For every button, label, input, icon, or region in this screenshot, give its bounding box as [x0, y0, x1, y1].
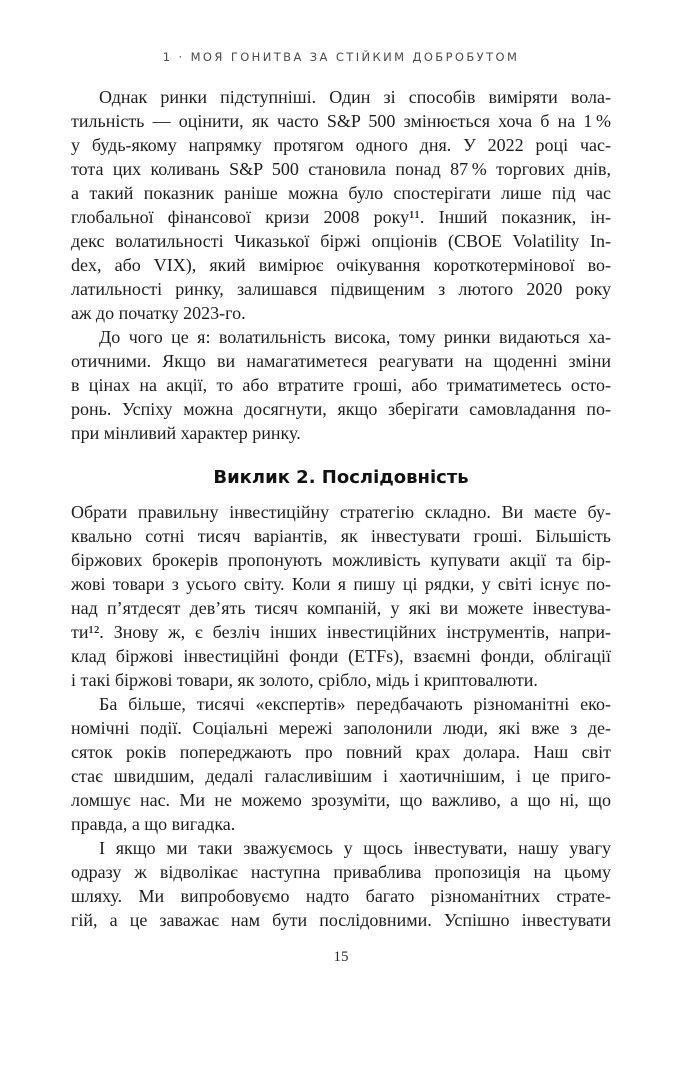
paragraph	[71, 85, 611, 325]
body-line: сяток років попереджають про повний крах долара. Наш світ	[71, 742, 611, 762]
body-line: І якщо ми таки зважуємось у щось інвестувати, нашу увагу	[99, 838, 611, 858]
body-line: dex, або VIX), який вимірює очікування короткотермінової во-	[71, 255, 611, 275]
body-line: декс волатильності Чиказької біржі опціонів (CBOE Volatility In-	[71, 231, 611, 251]
body-line: у будь-якому напрямку протягом одного дня. У 2022 році час-	[71, 135, 611, 155]
page-number: 15	[333, 949, 349, 965]
page-body	[71, 85, 611, 932]
body-line: правда, а що вигадка.	[71, 814, 236, 834]
body-line: номічні події. Соціальні мережі заполонили люди, які вже з де-	[71, 718, 611, 738]
body-line: ти¹². Знову ж, є безліч інших інвестиційних інструментів, напри-	[71, 622, 611, 642]
paragraph	[71, 325, 611, 445]
section-heading: Виклик 2. Послідовність	[213, 467, 469, 488]
body-line: жові товари з усього світу. Коли я пишу ці рядки, у світі існує по-	[71, 574, 611, 594]
body-line: ронь. Успіху можна досягнути, якщо зберігати самовладання по-	[71, 399, 611, 419]
paragraph	[71, 836, 611, 932]
body-line: Однак ринки підступніші. Один зі способів виміряти вола-	[99, 87, 611, 107]
body-line: аж до початку 2023-го.	[71, 303, 246, 323]
body-line: ломшує нас. Ми не можемо зрозуміти, що важливо, а що ні, що	[71, 790, 611, 810]
body-line: біржових брокерів пропонують можливість купувати акції та бір-	[71, 550, 611, 570]
running-head: 1 · МОЯ ГОНИТВА ЗА СТІЙКИМ ДОБРОБУТОМ	[162, 50, 520, 64]
body-line: тильність — оцінити, як часто S&P 500 змінюється хоча б на 1 %	[71, 111, 611, 131]
body-line: одразу ж відволікає наступна приваблива пропозиція на цьому	[71, 862, 611, 882]
body-line: стає швидшим, дедалі галасливішим і хаотичнішим, і це приго-	[71, 766, 611, 786]
body-line: Обрати правильну інвестиційну стратегію складно. Ви маєте бу-	[71, 502, 611, 522]
book-page	[0, 50, 682, 1074]
body-line: і такі біржові товари, як золото, срібло, мідь і криптовалюти.	[71, 670, 538, 690]
body-line: гій, а це заважає нам бути послідовними. Успішно інвестувати	[71, 910, 611, 930]
body-line: при мінливий характер ринку.	[71, 423, 301, 443]
body-line: отичними. Якщо ви намагатиметеся реагувати на щоденні зміни	[71, 351, 611, 371]
body-line: клад біржові інвестиційні фонди (ETFs), взаємні фонди, облігації	[71, 646, 611, 666]
body-line: над п’ятдесят дев’ять тисяч компаній, у які ви можете інвестува-	[71, 598, 611, 618]
body-line: До чого це я: волатильність висока, тому ринки видаються ха-	[99, 327, 611, 347]
body-line: латильності ринку, залишався підвищеним з лютого 2020 року	[71, 279, 611, 299]
paragraph	[71, 692, 611, 836]
body-line: в цінах на акції, то або втратите гроші, або триматиметесь осто-	[71, 375, 611, 395]
body-line: Ба більше, тисячі «експертів» передбачають різноманітні еко-	[99, 694, 611, 714]
body-line: шляху. Ми випробовуємо надто багато різноманітних страте-	[71, 886, 611, 906]
body-line: тота цих коливань S&P 500 становила понад 87 % торгових днів,	[71, 159, 611, 179]
body-line: глобальної фінансової кризи 2008 року¹¹. Інший показник, ін-	[71, 207, 611, 227]
body-line: квально сотні тисяч варіантів, як інвестувати гроші. Більшість	[71, 526, 611, 546]
body-line: а такий показник раніше можна було спостерігати лише під час	[71, 183, 611, 203]
paragraph	[71, 500, 611, 692]
